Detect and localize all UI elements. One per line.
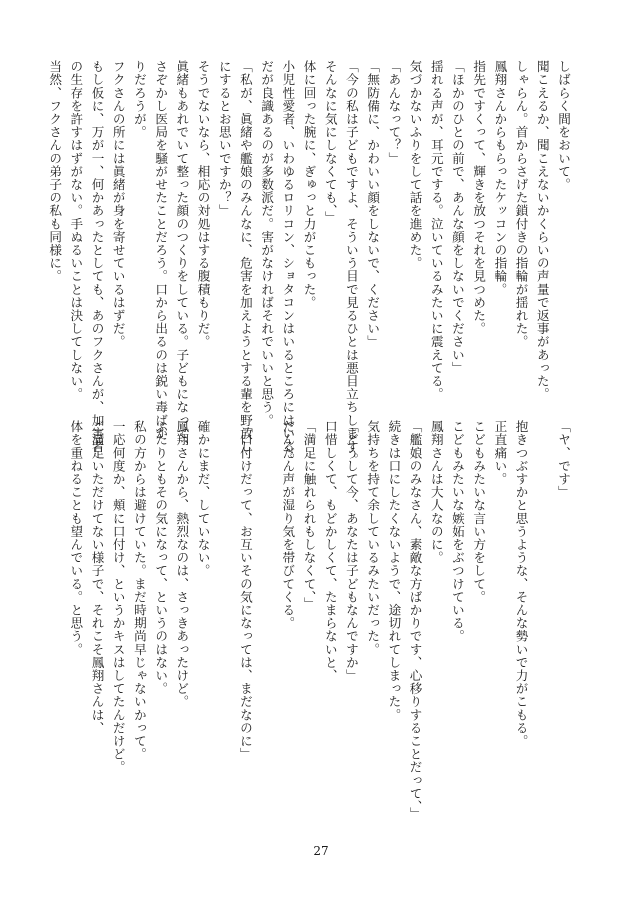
text-line: こどもみたいな嫉妬をぶつけている。 [449, 420, 465, 643]
text-line: こどもみたいな言い方をして。 [471, 420, 487, 604]
text-line: 「どうして今、あなたは子どもなんですか」 [343, 420, 359, 682]
text-line: 抱きつぶすかと思うような、そんな勢いで力がこもる。 [513, 420, 529, 748]
page-number: 27 [313, 844, 329, 858]
text-line: 鳳翔さんから、熱烈なのは、さっきあったけど。 [174, 420, 190, 709]
text-line: 小児性愛者、いわゆるロリコン、ショタコンはいるところにはいる。 [280, 60, 296, 467]
text-line: 体に回った腕に、ぎゅっと力がこもった。 [301, 60, 317, 309]
text-line: の生存を許すはずがない。手ぬるいことは決してしない。 [68, 60, 84, 401]
text-line: だんだん声が湿り気を帯びてくる。 [280, 420, 296, 630]
text-line: しゃらん。首からさげた鎖付きの指輪が揺れた。 [513, 60, 529, 349]
text-line: 当然、フクさんの弟子の私も同様に。 [47, 60, 63, 283]
text-line: 口惜しくて、もどかしくて、たまらないと、 [322, 420, 338, 682]
text-line: 正直痛い。 [492, 420, 508, 486]
text-line: 「ほかのひとの前で、あんな顔をしないでください」 [449, 60, 465, 375]
text-line: もし仮に、万が一、何かあったとしても、あのフクさんが、加害者 [89, 60, 105, 453]
text-line: 「ヤ、です」 [556, 420, 571, 499]
text-line: 体を重ねることも望んでいる。と思う。 [68, 420, 84, 656]
text-line: ふたりともその気になって、というのはない。 [153, 420, 169, 696]
text-line: 一応何度か、頬に口付け、というかキスはしてたんだけど。 [110, 420, 126, 774]
text-line: だが良識あるのが多数派だ。害がなければそれでいいと思う。 [259, 60, 275, 427]
text-line: 「私が、眞緒や艦娘のみんなに、危害を加えようとする輩を野放し [237, 60, 253, 453]
text-line [532, 420, 553, 760]
text-line: 確かにまだ、していない。 [195, 420, 211, 578]
text-line: ご満足いただけてない様子で、それこそ鳳翔さんは、 [89, 420, 105, 735]
text-line: 聞こえるか、聞こえないかくらいの声量で返事があった。 [534, 60, 550, 401]
lower-text-block [68, 420, 574, 820]
text-line: 「あんなって？」 [386, 60, 402, 165]
text-line: りだろうが。 [131, 60, 147, 139]
text-line: 「今の私は子どもですよ、そういう目で見るひとは悪目立ちします。 [343, 60, 359, 467]
text-line: 「満足に触れられもしなくて、」 [301, 420, 317, 611]
text-line: 揺れる声が、耳元でする。泣いているみたいに震えてる。 [428, 60, 444, 401]
text-line: そうでないなら、相応の対処はする腹積もりだ。 [195, 60, 211, 349]
text-line: 気づかないふりをして話を進めた。 [407, 60, 423, 270]
text-line: 指先ですくって、輝きを放つそれを見つめた。 [471, 60, 487, 336]
text-line [256, 420, 277, 760]
text-line: 鳳翔さんからもらったケッコンの指輪。 [492, 60, 508, 296]
text-line: 眞緒もあれでいて整った顔のつくりをしている。子どもになって、 [174, 60, 190, 453]
text-line: 「艦娘のみなさん、素敵な方ばかりです、心移りすることだって、」 [407, 420, 423, 820]
text-line [214, 420, 235, 760]
text-line: 続きは口にしたくないようで、途切れてしまった。 [386, 420, 402, 722]
text-line: さぞかし医局を騒がせたことだろう。口から出るのは鋭い毒ばか [153, 60, 169, 440]
text-line: 鳳翔さんは大人なのに。 [428, 420, 444, 565]
text-line: しばらく間をおいて。 [556, 60, 571, 191]
text-line: にするとお思いですか？」 [216, 60, 232, 218]
text-line: 私の方からは避けていた。まだ時期尚早じゃないかって。 [131, 420, 147, 761]
text-line: そんなに気にしなくても、」 [322, 60, 338, 224]
text-line: フクさんの所には眞緒が身を寄せているはずだ。 [110, 60, 126, 349]
text-line: 「口付けだって、お互いその気になっては、まだなのに」 [237, 420, 253, 761]
text-line: 「無防備に、かわいい顔をしないで、ください」 [365, 60, 381, 349]
text-line: 気持ちを持て余しているみたいだった。 [365, 420, 381, 656]
